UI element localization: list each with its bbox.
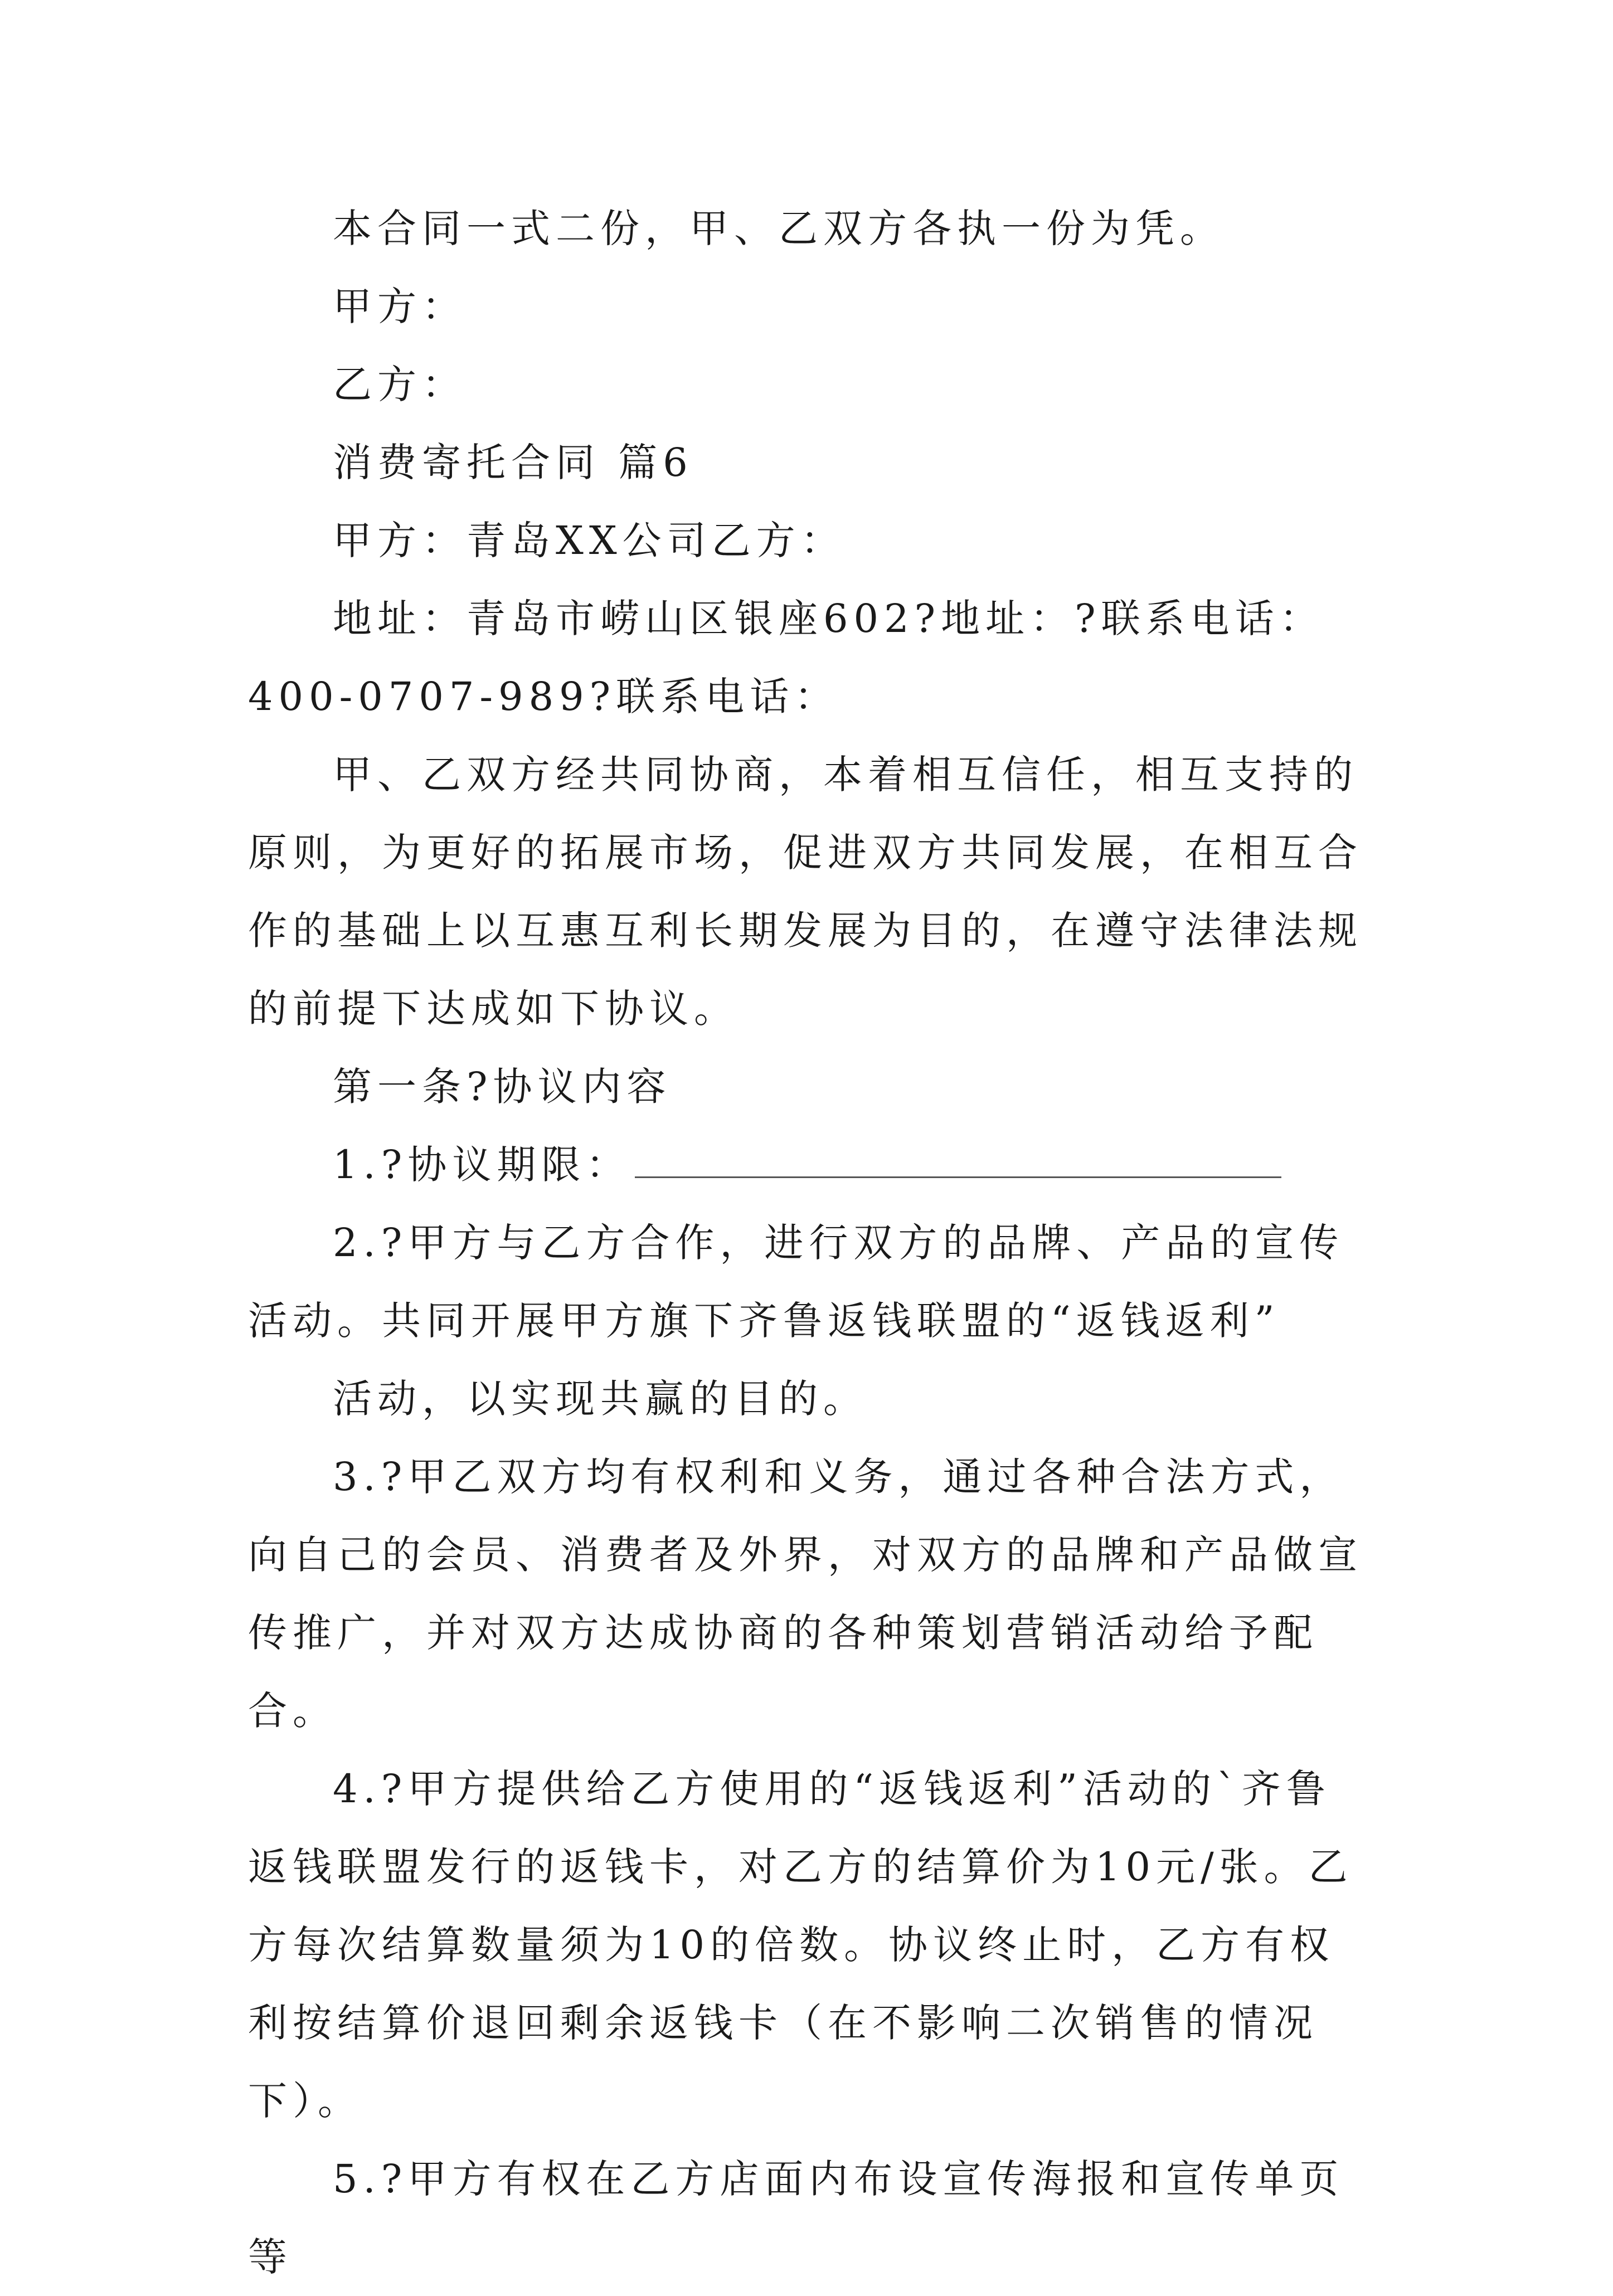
paragraph-address: 地址：青岛市崂山区银座602?地址：?联系电话：400-0707-989?联系电话： bbox=[248, 596, 1324, 719]
paragraph-party-a: 甲方： bbox=[333, 284, 467, 329]
paragraph-party-b: 乙方： bbox=[333, 362, 467, 407]
paragraph-preamble: 甲、乙双方经共同协商，本着相互信任，相互支持的原则，为更好的拓展市场，促进双方共同发展，在相互合作的基础上以互惠互利长期发展为目的，在遵守法律法规的前提下达成如下协议。 bbox=[248, 752, 1363, 1032]
term-blank-line bbox=[635, 1137, 1281, 1178]
document-body bbox=[248, 189, 1368, 2296]
article-heading: 第一条?协议内容 bbox=[333, 1064, 672, 1110]
paragraph-parties: 甲方：青岛XX公司乙方： bbox=[333, 518, 846, 563]
section-heading: 消费寄托合同 篇6 bbox=[333, 440, 693, 485]
clause-5: 5.?甲方有权在乙方店面内布设宣传海报和宣传单页等 bbox=[248, 2156, 1344, 2280]
clause-2-continued: 活动，以实现共赢的目的。 bbox=[333, 1376, 868, 1422]
clause-4: 4.?甲方提供给乙方使用的“返钱返利”活动的`齐鲁返钱联盟发行的返钱卡，对乙方的结算价为10元/张。乙方每次结算数量须为10的倍数。协议终止时，乙方有权利按结算价退回剩余返钱卡（在不影响二次销售的情况下）。 bbox=[248, 1766, 1353, 2124]
clause-3: 3.?甲乙双方均有权利和义务，通过各种合法方式，向自己的会员、消费者及外界，对双方的品牌和产品做宣传推广，并对双方达成协商的各种策划营销活动给予配合。 bbox=[248, 1454, 1363, 1734]
clause-1-text: 1.?协议期限： bbox=[333, 1142, 631, 1188]
clause-1 bbox=[248, 1126, 1368, 1204]
paragraph-copies: 本合同一式二份，甲、乙双方各执一份为凭。 bbox=[333, 206, 1225, 251]
clause-2: 2.?甲方与乙方合作，进行双方的品牌、产品的宣传活动。共同开展甲方旗下齐鲁返钱联盟的“返钱返利” bbox=[248, 1220, 1344, 1344]
